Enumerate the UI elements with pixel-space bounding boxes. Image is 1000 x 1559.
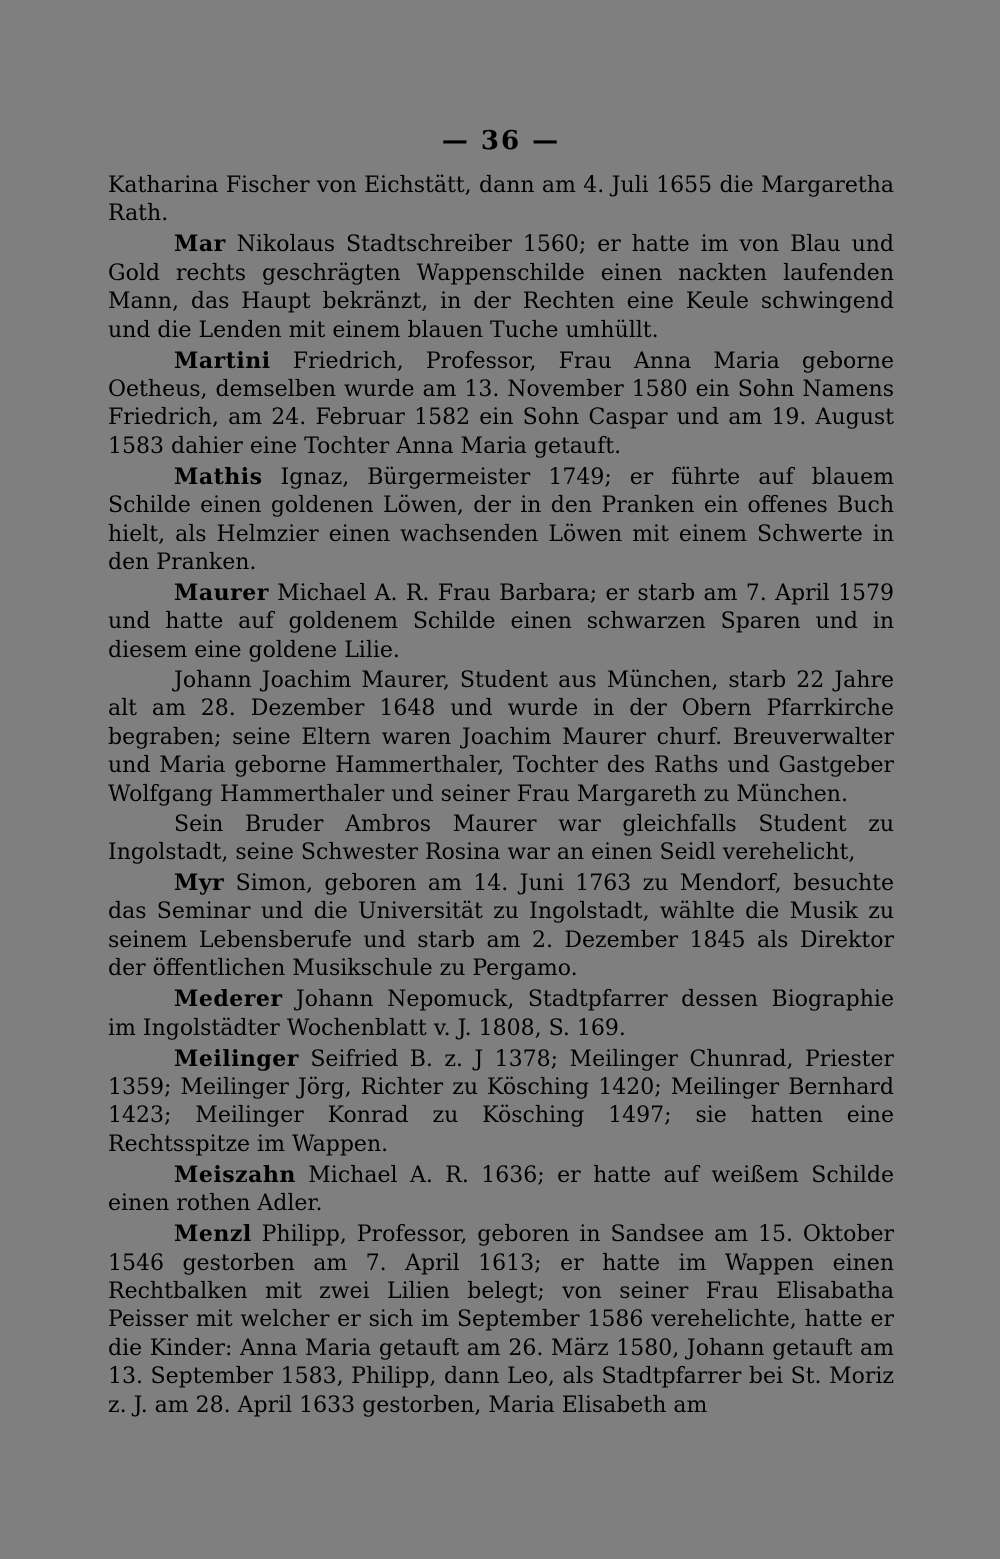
entry-text: Nikolaus Stadtschreiber 1560; er hatte im von Blau und Gold rechts geschrägten Wappenschilde einen nackten laufenden Mann, das Haupt bekränzt, in der Rechten eine Keule schwingend und die Lenden mit einem blauen Tuche umhüllt.: [108, 232, 894, 343]
entry-text: Michael A. R. Frau Barbara; er starb am 7. April 1579 und hatte auf goldenem Schilde einen schwarzen Sparen und in diesem eine goldene Lilie.: [108, 581, 894, 663]
entry-headword: Martini: [174, 347, 271, 374]
entry-text: Philipp, Professor, geboren in Sandsee am 15. Oktober 1546 gestorben am 7. April 1613; er hatte im Wappen einen Rechtbalken mit zwei Lilien belegt; von seiner Frau Elisabatha Peisser mit welcher er sich im September 1586 verehelichte, hatte er die Kinder: Anna Maria getauft am 26. März 1580, Johann getauft am 13. September 1583, Philipp, dann Leo, als Stadtpfarrer bei St. Moriz z. J. am 28. April 1633 gestorben, Maria Elisabeth am: [108, 1222, 894, 1418]
entry-text: Katharina Fischer von Eichstätt, dann am 4. Juli 1655 die Margaretha Rath.: [108, 173, 894, 227]
entry-continuation: [108, 172, 894, 229]
entry-menzl: [108, 1220, 894, 1420]
entry-text: Sein Bruder Ambros Maurer war gleichfalls Student zu Ingolstadt, seine Schwester Rosina war an einen Seidl verehelicht,: [108, 811, 894, 865]
entry-headword: Mathis: [174, 463, 263, 490]
entry-text: Friedrich, Professor, Frau Anna Maria geborne Oetheus, demselben wurde am 13. November 1580 ein Sohn Namens Friedrich, am 24. Februar 1582 ein Sohn Caspar und am 19. August 1583 dahier eine Tochter Anna Maria getauft.: [108, 348, 894, 459]
page-number: — 36 —: [441, 126, 561, 156]
entry-headword: Menzl: [174, 1221, 252, 1248]
entry-text: Simon, geboren am 14. Juni 1763 zu Mendorf, besuchte das Seminar und die Universität zu Ingolstadt, wählte die Musik zu seinem Lebensberufe und starb am 2. Dezember 1845 als Direktor der öffentlichen Musikschule zu Pergamo.: [108, 870, 894, 982]
entry-mederer: [108, 985, 894, 1043]
document-page: [108, 124, 894, 1422]
entry-text: Ignaz, Bürgermeister 1749; er führte auf blauem Schilde einen goldenen Löwen, der in den Pranken ein offenes Buch hielt, als Helmzier einen wachsenden Löwen mit einem Schwerte in den Pranken.: [108, 464, 894, 576]
entry-martini: [108, 347, 894, 462]
entry-text: Johann Nepomuck, Stadtpfarrer dessen Biographie im Ingolstädter Wochenblatt v. J. 1808, S. 169.: [108, 987, 894, 1041]
entry-myr: [108, 869, 894, 984]
entry-headword: Mar: [174, 231, 226, 258]
entry-maurer-johann: [108, 667, 894, 809]
entry-meiszahn: [108, 1161, 894, 1219]
entry-headword: Myr: [174, 869, 225, 896]
entry-headword: Meilinger: [174, 1045, 299, 1072]
entry-maurer: [108, 579, 894, 665]
entry-text: Seifried B. z. J 1378; Meilinger Chunrad, Priester 1359; Meilinger Jörg, Richter zu Kösching 1420; Meilinger Bernhard 1423; Meilinger Konrad zu Kösching 1497; sie hatten eine Rechtsspitze im Wappen.: [108, 1046, 894, 1157]
entry-maurer-ambros: [108, 811, 894, 868]
entry-text: Michael A. R. 1636; er hatte auf weißem Schilde einen rothen Adler.: [108, 1162, 894, 1217]
entry-headword: Meiszahn: [174, 1161, 296, 1188]
entry-headword: Maurer: [174, 580, 269, 607]
entry-headword: Mederer: [174, 986, 283, 1013]
entry-meilinger: [108, 1045, 894, 1160]
entry-text: Johann Joachim Maurer, Student aus München, starb 22 Jahre alt am 28. Dezember 1648 und wurde in der Obern Pfarrkirche begraben; seine Eltern waren Joachim Maurer churf. Breuverwalter und Maria geborne Hammerthaler, Tochter des Raths und Gastgeber Wolfgang Hammerthaler und seiner Frau Margareth zu München.: [108, 667, 894, 807]
entry-mathis: [108, 463, 894, 578]
entry-mar: [108, 230, 894, 345]
